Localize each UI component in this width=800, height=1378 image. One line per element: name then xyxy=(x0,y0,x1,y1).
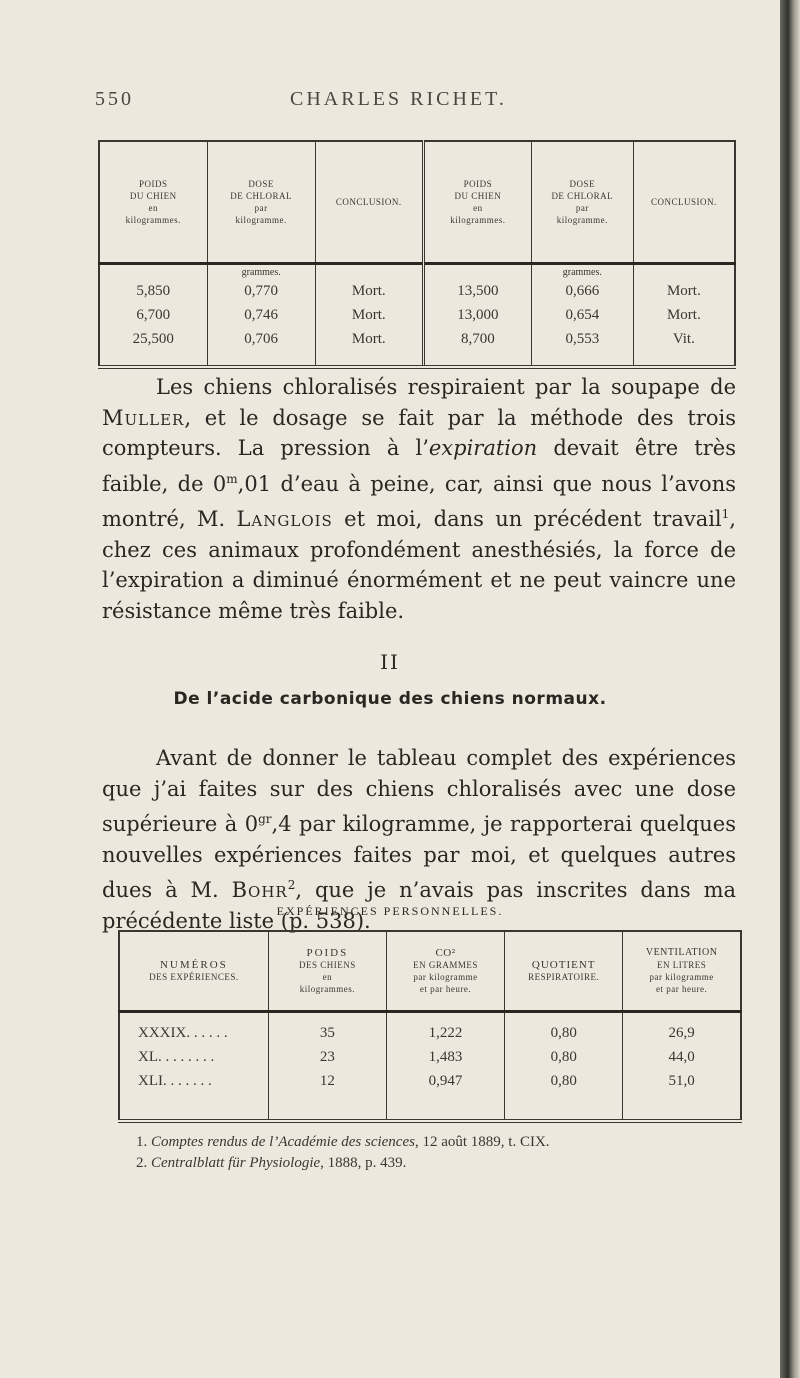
column-header xyxy=(531,141,633,264)
table-cell: 0,553 xyxy=(531,327,633,367)
table-cell: 25,500 xyxy=(99,327,207,367)
header-line: en xyxy=(473,203,483,213)
header-line: kilogrammes. xyxy=(450,215,506,225)
column-header xyxy=(423,141,531,264)
table-cell: 0,80 xyxy=(505,1045,623,1069)
footnote-1: 1. Comptes rendus de l’Académie des sciences, 12 août 1889, t. CIX. xyxy=(136,1134,550,1150)
column-header xyxy=(315,141,423,264)
table-cell: 0,80 xyxy=(505,1069,623,1121)
table-row xyxy=(99,303,735,327)
table-cell: Mort. xyxy=(315,264,423,304)
column-header xyxy=(99,141,207,264)
column-header: POIDS DES CHIENS en kilogrammes. xyxy=(268,931,386,1012)
header-line: POIDS xyxy=(463,179,493,189)
paragraph-chloral: Les chiens chloralisés respiraient par la soupape de Muller, et le dosage se fait par la méthode des trois compteurs. La pression à l’expiration devait être très faible, de 0$^m$,01 d’eau à peine, car, ainsi que nous l’avons montré, M. Langlois et moi, dans un précédent travail$^1$, chez ces animaux profondément anesthésiés, la force de l’expiration a diminué énormément et ne peut vaincre une résistance même très faible. xyxy=(102,375,736,623)
table-caption: EXPÉRIENCES PERSONNELLES. xyxy=(276,904,504,918)
table-cell: 1,483 xyxy=(386,1045,504,1069)
table-cell: 26,9 xyxy=(668,1025,695,1041)
header-line: kilogramme. xyxy=(556,215,608,225)
table-cell: 0,80 xyxy=(505,1012,623,1046)
column-header: QUOTIENT RESPIRATOIRE. xyxy=(505,931,623,1012)
table-cell: Mort. xyxy=(666,283,701,299)
header-line: CONCLUSION. xyxy=(650,197,717,207)
author-muller: Muller xyxy=(102,405,185,430)
table-cell: Mort. xyxy=(315,303,423,327)
page-edge xyxy=(780,0,800,1378)
page-number: 550 xyxy=(95,88,134,110)
table-cell: grammes. 0,770 xyxy=(207,264,315,304)
column-header: VENTILATION EN LITRES par kilogramme et par heure. xyxy=(623,931,741,1012)
table-cell: 13,000 xyxy=(423,303,531,327)
table-row xyxy=(119,1012,741,1046)
footnotes xyxy=(136,1132,736,1174)
table-header-row xyxy=(99,141,735,264)
running-head: CHARLES RICHET. xyxy=(290,88,507,110)
column-header: CO² EN GRAMMES par kilogramme et par heure. xyxy=(386,931,504,1012)
header-line: DOSE xyxy=(569,179,596,189)
author-langlois: Langlois xyxy=(236,507,333,531)
table-cell: 5,850 xyxy=(99,264,207,304)
header-line: DE CHLORAL xyxy=(230,191,293,201)
table-cell: 0,706 xyxy=(207,327,315,367)
experiments-table xyxy=(118,930,742,1123)
header-line: par xyxy=(575,203,589,213)
table-cell: 0,654 xyxy=(531,303,633,327)
table-cell: XL. . . . . . . . xyxy=(119,1045,268,1069)
table-cell: 13,500 xyxy=(423,264,531,304)
header-line: DE CHLORAL xyxy=(551,191,614,201)
chloral-dose-table xyxy=(98,140,736,369)
section-number: II xyxy=(380,650,400,674)
footnote-2: 2. Centralblatt für Physiologie, 1888, p. 439. xyxy=(136,1155,407,1171)
table-cell: 0,746 xyxy=(207,303,315,327)
table-header-row xyxy=(119,931,741,1012)
section-title: De l’acide carbonique des chiens normaux. xyxy=(173,689,607,709)
unit-label: grammes. xyxy=(562,267,602,278)
table-row xyxy=(119,1045,741,1069)
table-cell: 12 xyxy=(268,1069,386,1121)
footnote-ref-1: 1 xyxy=(721,507,730,521)
column-header xyxy=(207,141,315,264)
table-cell: 51,0 xyxy=(668,1073,695,1089)
footnote-ref-2: 2 xyxy=(287,878,296,892)
unit-label: grammes. xyxy=(241,267,281,278)
table-cell: 35 xyxy=(268,1012,386,1046)
column-header xyxy=(633,141,735,264)
header-line: en xyxy=(148,203,159,213)
table-cell: 44,0 xyxy=(668,1049,695,1065)
header-line: DOSE xyxy=(248,179,274,189)
header-line: kilogrammes. xyxy=(125,215,181,225)
author-bohr: Bohr xyxy=(231,878,288,902)
table-cell: grammes. 0,666 xyxy=(531,264,633,304)
header-line: POIDS xyxy=(139,179,168,189)
table-row xyxy=(99,327,735,367)
column-header: NUMÉROS DES EXPÉRIENCES. xyxy=(119,931,268,1012)
header-line: kilogramme. xyxy=(235,215,287,225)
table-cell: 1,222 xyxy=(386,1012,504,1046)
table-cell: 0,947 xyxy=(386,1069,504,1121)
table-row xyxy=(119,1069,741,1121)
table-cell: 8,700 xyxy=(423,327,531,367)
header-line: par xyxy=(254,203,268,213)
table-cell: XXXIX. . . . . . xyxy=(119,1012,268,1046)
table-cell: 23 xyxy=(268,1045,386,1069)
table-cell: Vit. xyxy=(672,331,695,347)
header-line: DU CHIEN xyxy=(454,191,502,201)
table-cell: Mort. xyxy=(315,327,423,367)
table-cell: XLI. . . . . . . xyxy=(119,1069,268,1121)
header-line: CONCLUSION. xyxy=(335,197,402,207)
header-line: DU CHIEN xyxy=(129,191,177,201)
table-cell: Mort. xyxy=(666,307,701,323)
table-cell: 6,700 xyxy=(99,303,207,327)
paragraph-experiments: Avant de donner le tableau complet des expériences que j’ai faites sur des chiens chloralisés avec une dose supérieure à $0^{gr},4$ par kilogramme, je rapporterai quelques nouvelles expériences faites par moi, et quelques autres dues à M. Bohr$^2$, que je n’avais pas inscrites dans ma précédente liste (p. 538). xyxy=(102,746,736,933)
table-row xyxy=(99,264,735,304)
